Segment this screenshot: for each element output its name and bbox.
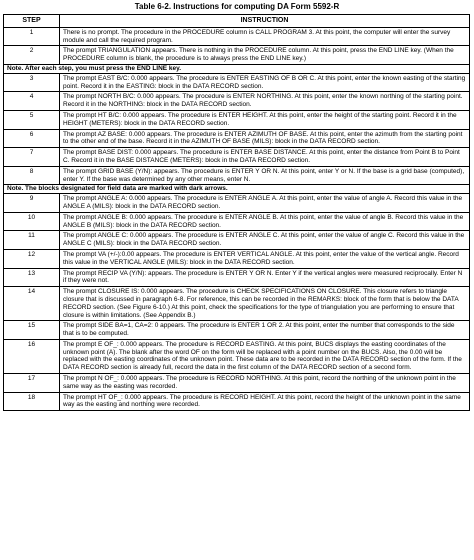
- step-number: 10: [4, 212, 60, 231]
- instruction-text: The prompt N OF_: 0.000 appears. The procedure is RECORD NORTHING. At this point, record the northing of the unknown point in the same way as the easting was recorded.: [60, 374, 470, 393]
- instruction-text: The prompt E OF_: 0.000 appears. The procedure is RECORD EASTING. At this point, BUCS displays the easting coordinates of the unknown point (A). The blank after the word OF on the form will be replaced with a point number on the BUCS. Also, the 0.00 will be replaced with the easting coordinates of the unknown point. These data are to be recorded in the DATA RECORD section of the form. If the DATA RECORD section is already full, record the data in the first column of the DATA RECORD section of a second form.: [60, 339, 470, 373]
- instruction-header: INSTRUCTION: [60, 15, 470, 28]
- instructions-table: [3, 14, 470, 411]
- step-number: 15: [4, 321, 60, 340]
- instruction-text: There is no prompt. The procedure in the PROCEDURE column is CALL PROGRAM 3. At this point, the computer will enter the survey module and call the required program.: [60, 27, 470, 46]
- table-row: [4, 374, 470, 393]
- step-number: 1: [4, 27, 60, 46]
- step-number: 9: [4, 194, 60, 213]
- instruction-text: The prompt RECIP VA (Y/N): appears. The procedure is ENTER Y OR N. Enter Y if the vertical angles were measured reciprocally. Enter N if they were not.: [60, 268, 470, 287]
- instruction-text: The prompt CLOSURE IS: 0.000 appears. The procedure is CHECK SPECIFICATIONS ON CLOSURE. This closure refers to triangle closure that is discussed in paragraph 6-8. For reference, this can be recorded in the REMARKS: block of the form that is below the DATA RECORD section. (See Figure 6-10.) At this point, check the specifications for the type of triangulation you are performing to ensure that closure is within limitations. (See Appendix B.): [60, 287, 470, 321]
- table-row: [4, 268, 470, 287]
- step-number: 17: [4, 374, 60, 393]
- note-text: Note. After each step, you must press the END LINE key.: [4, 64, 470, 73]
- step-header: STEP: [4, 15, 60, 28]
- instruction-text: The prompt ANGLE B: 0.000 appears. The procedure is ENTER ANGLE B. At this point, enter the value of angle B. Record this value in the ANGLE B (MILS): block in the DATA RECORD section.: [60, 212, 470, 231]
- step-number: 5: [4, 110, 60, 129]
- table-row: [4, 166, 470, 185]
- table-body: [4, 27, 470, 410]
- header-row: [4, 15, 470, 28]
- step-number: 6: [4, 129, 60, 148]
- note-row: [4, 185, 470, 194]
- table-title: Table 6-2. Instructions for computing DA Form 5592-R: [134, 2, 340, 11]
- instruction-text: The prompt ANGLE C: 0.000 appears. The procedure is ENTER ANGLE C. At this point, enter the value of angle C. Record this value in the ANGLE C (MILS): block in the DATA RECORD section.: [60, 231, 470, 250]
- table-row: [4, 194, 470, 213]
- instruction-text: The prompt SIDE BA=1, CA=2: 0 appears. The procedure is ENTER 1 OR 2. At this point, enter the number that corresponds to the side that is to be computed.: [60, 321, 470, 340]
- instruction-text: The prompt VA (+/-):0.00 appears. The procedure is ENTER VERTICAL ANGLE. At this point, enter the value of the vertical angle. Record this value in the VERTICAL ANGLE (MILS): block in the DATA RECORD section.: [60, 249, 470, 268]
- step-number: 18: [4, 392, 60, 411]
- table-row: [4, 287, 470, 321]
- instruction-text: The prompt TRIANGULATION appears. There is nothing in the PROCEDURE column. At this point, press the END LINE key. (When the PROCEDURE column is blank, the procedure is to always press the END LINE key.): [60, 46, 470, 65]
- table-row: [4, 46, 470, 65]
- instruction-text: The prompt BASE DIST: 0.000 appears. The procedure is ENTER BASE DISTANCE. At this point, enter the distance from Point B to Point C. Record it in the BASE DISTANCE (METERS): block in the DATA RECORD section.: [60, 148, 470, 167]
- step-number: 11: [4, 231, 60, 250]
- table-row: [4, 73, 470, 92]
- step-number: 2: [4, 46, 60, 65]
- step-number: 3: [4, 73, 60, 92]
- instruction-text: The prompt HT OF_: 0.000 appears. The procedure is RECORD HEIGHT. At this point, record the height of the unknown point in the same way as the easting and northing were recorded.: [60, 392, 470, 411]
- step-number: 7: [4, 148, 60, 167]
- instruction-text: The prompt GRID BASE (Y/N): appears. The procedure is ENTER Y OR N. At this point, enter Y or N. If the base is a grid base (computed), enter Y. If the base was determined by any other means, enter N.: [60, 166, 470, 185]
- table-row: [4, 27, 470, 46]
- table-row: [4, 392, 470, 411]
- instruction-text: The prompt AZ BASE: 0.000 appears. The procedure is ENTER AZIMUTH OF BASE. At this point, enter the azimuth from the starting point to the other end of the base. Record it in the AZIMUTH OF BASE (MILS): block in the DATA RECORD section.: [60, 129, 470, 148]
- table-row: [4, 129, 470, 148]
- table-row: [4, 321, 470, 340]
- step-number: 4: [4, 92, 60, 111]
- instruction-text: The prompt ANGLE A: 0.000 appears. The procedure is ENTER ANGLE A. At this point, enter the value of angle A. Record this value in the ANGLE A (MILS): block in the DATA RECORD section.: [60, 194, 470, 213]
- step-number: 8: [4, 166, 60, 185]
- step-number: 13: [4, 268, 60, 287]
- note-row: [4, 64, 470, 73]
- table-row: [4, 339, 470, 373]
- table-row: [4, 92, 470, 111]
- table-row: [4, 231, 470, 250]
- step-number: 14: [4, 287, 60, 321]
- step-number: 12: [4, 249, 60, 268]
- table-row: [4, 148, 470, 167]
- instruction-text: The prompt EAST B/C: 0.000 appears. The procedure is ENTER EASTING OF B OR C. At this point, enter the known easting of the starting point. Record it in the EASTING: block in the DATA RECORD section.: [60, 73, 470, 92]
- table-row: [4, 110, 470, 129]
- instruction-text: The prompt NORTH B/C: 0.000 appears. The procedure is ENTER NORTHING. At this point, enter the known northing of the starting point. Record it in the NORTHING: block in the DATA RECORD section.: [60, 92, 470, 111]
- step-number: 16: [4, 339, 60, 373]
- instruction-text: The prompt HT B/C: 0.000 appears. The procedure is ENTER HEIGHT. At this point, enter the height of the starting point. Record it in the HEIGHT (METERS): block in the DATA RECORD section.: [60, 110, 470, 129]
- table-row: [4, 212, 470, 231]
- table-row: [4, 249, 470, 268]
- note-text: Note. The blocks designated for field data are marked with dark arrows.: [4, 185, 470, 194]
